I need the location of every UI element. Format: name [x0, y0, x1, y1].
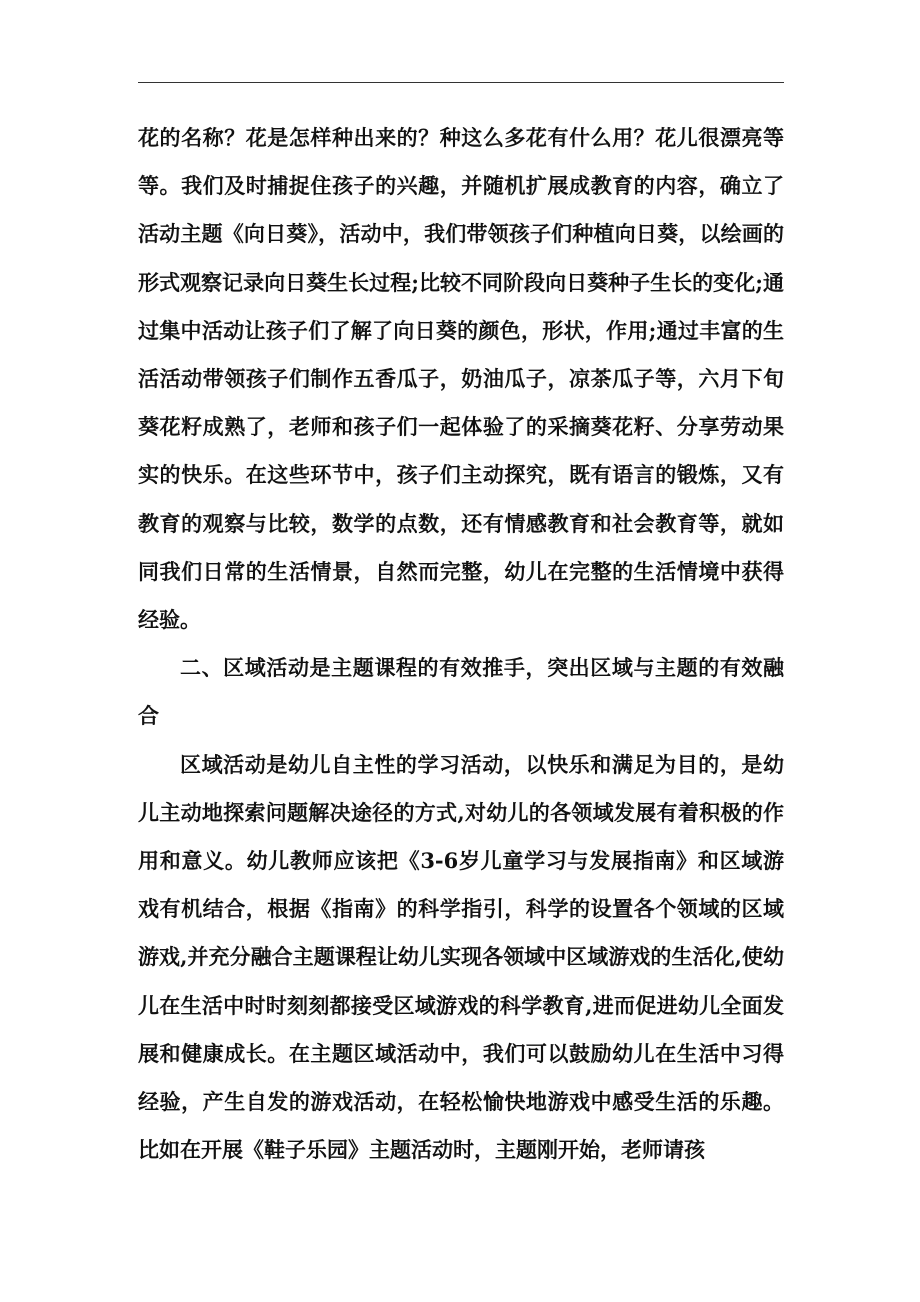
- paragraph-regional-activities: 区域活动是幼儿自主性的学习活动，以快乐和满足为目的，是幼儿主动地探索问题解决途径的方式,对幼儿的各领域发展有着积极的作用和意义。幼儿教师应该把《3-6岁儿童学习与发展指南》和区域游戏有机结合，根据《指南》的科学指引，科学的设置各个领域的区域游戏,并充分融合主题课程让幼儿实现各领域中区域游戏的生活化,使幼儿在生活中时时刻刻都接受区域游戏的科学教育,进而促进幼儿全面发展和健康成长。在主题区域活动中，我们可以鼓励幼儿在生活中习得经验，产生自发的游戏活动，在轻松愉快地游戏中感受生活的乐趣。比如在开展《鞋子乐园》主题活动时，主题刚开始，老师请孩: [138, 751, 784, 1163]
- section-heading: 二、区域活动是主题课程的有效推手，突出区域与主题的有效融合: [138, 655, 784, 729]
- paragraph-continuation: 花的名称？花是怎样种出来的？种这么多花有什么用？花儿很漂亮等等。我们及时捕捉住孩子的兴趣，并随机扩展成教育的内容，确立了活动主题《向日葵》，活动中，我们带领孩子们种植向日葵，以绘画的形式观察记录向日葵生长过程;比较不同阶段向日葵种子生长的变化;通过集中活动让孩子们了解了向日葵的颜色，形状，作用;通过丰富的生活活动带领孩子们制作五香瓜子，奶油瓜子，凉茶瓜子等，六月下旬葵花籽成熟了，老师和孩子们一起体验了的采摘葵花籽、分享劳动果实的快乐。在这些环节中，孩子们主动探究，既有语言的锻炼，又有教育的观察与比较，数学的点数，还有情感教育和社会教育等，就如同我们日常的生活情景，自然而完整，幼儿在完整的生活情境中获得经验。: [138, 125, 784, 633]
- document-body: [138, 114, 784, 1174]
- header-rule: [138, 82, 784, 83]
